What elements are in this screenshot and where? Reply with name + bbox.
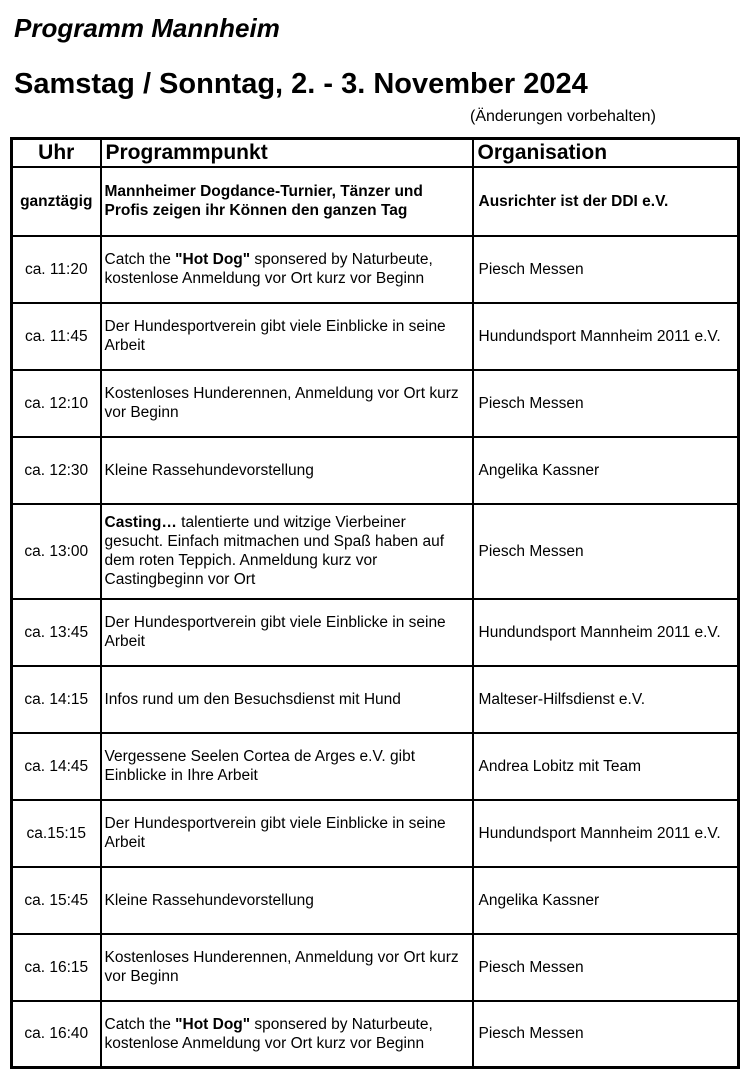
- organisation-cell: Piesch Messen: [473, 370, 739, 437]
- programm-cell: [101, 733, 473, 800]
- programm-cell: [101, 934, 473, 1001]
- programm-text-segment: Kleine Rassehundevorstellung: [104, 891, 314, 909]
- programm-cell: [101, 1001, 473, 1068]
- table-header-row: [12, 139, 739, 167]
- page-subtitle: Samstag / Sonntag, 2. - 3. November 2024: [14, 68, 588, 100]
- time-cell: ca. 12:30: [12, 437, 101, 504]
- programm-text-segment: "Hot Dog": [175, 1015, 251, 1033]
- programm-cell: [101, 666, 473, 733]
- time-cell: ca.15:15: [12, 800, 101, 867]
- organisation-cell: Piesch Messen: [473, 236, 739, 303]
- schedule-table: [10, 137, 740, 1069]
- time-cell: ca. 14:15: [12, 666, 101, 733]
- organisation-cell: Hundundsport Mannheim 2011 e.V.: [473, 800, 739, 867]
- table-row: [12, 666, 739, 733]
- programm-cell: [101, 437, 473, 504]
- time-cell: ca. 11:45: [12, 303, 101, 370]
- programm-text-segment: "Hot Dog": [175, 251, 251, 268]
- programm-text-segment: Catch the: [104, 1015, 176, 1033]
- organisation-cell: Hundundsport Mannheim 2011 e.V.: [473, 303, 739, 370]
- organisation-cell: Andrea Lobitz mit Team: [473, 733, 739, 800]
- changes-note: (Änderungen vorbehalten): [470, 108, 656, 125]
- programm-cell: [101, 800, 473, 867]
- time-cell: ca. 13:00: [12, 504, 101, 599]
- table-row: [12, 599, 739, 666]
- table-row: [12, 800, 739, 867]
- programm-cell: [101, 504, 473, 599]
- programm-text-segment: Casting…: [104, 514, 177, 531]
- column-header-programmpunkt: Programmpunkt: [101, 139, 473, 167]
- programm-cell: [101, 370, 473, 437]
- programm-text-segment: Mannheimer Dogdance-Turnier, Tänzer und Profis zeigen ihr Können den ganzen Tag: [104, 183, 423, 219]
- organisation-cell: Piesch Messen: [473, 504, 739, 599]
- table-row: [12, 370, 739, 437]
- programm-cell: [101, 303, 473, 370]
- table-row: [12, 934, 739, 1001]
- time-cell: ca. 16:40: [12, 1001, 101, 1068]
- column-header-organisation: Organisation: [473, 139, 739, 167]
- organisation-cell: Piesch Messen: [473, 934, 739, 1001]
- programm-text-segment: Kostenloses Hunderennen, Anmeldung vor Ort kurz vor Beginn: [104, 385, 459, 421]
- organisation-cell: Malteser-Hilfsdienst e.V.: [473, 666, 739, 733]
- organisation-cell: Hundundsport Mannheim 2011 e.V.: [473, 599, 739, 666]
- programm-text-segment: Der Hundesportverein gibt viele Einblicke in seine Arbeit: [104, 614, 446, 650]
- organisation-cell: Angelika Kassner: [473, 867, 739, 934]
- programm-text-segment: Catch the: [104, 251, 176, 268]
- programm-text-segment: talentierte und witzige Vierbeiner gesucht. Einfach mitmachen und Spaß haben auf dem roten Teppich. Anmeldung kurz vor Castingbeginn vor Ort: [104, 514, 444, 588]
- table-row: [12, 303, 739, 370]
- programm-text-segment: Vergessene Seelen Cortea de Arges e.V. gibt Einblicke in Ihre Arbeit: [104, 748, 416, 784]
- programm-cell: [101, 599, 473, 666]
- time-cell: ca. 11:20: [12, 236, 101, 303]
- programm-cell: [101, 867, 473, 934]
- table-row: [12, 733, 739, 800]
- programm-text-segment: sponsered by Naturbeute, kostenlose Anmeldung vor Ort kurz vor Beginn: [104, 1015, 433, 1052]
- organisation-cell: Ausrichter ist der DDI e.V.: [473, 167, 739, 236]
- time-cell: ca. 16:15: [12, 934, 101, 1001]
- table-row: [12, 1001, 739, 1068]
- table-row: [12, 437, 739, 504]
- organisation-cell: Angelika Kassner: [473, 437, 739, 504]
- time-cell: ganztägig: [12, 167, 101, 236]
- table-row: [12, 236, 739, 303]
- table-row: [12, 867, 739, 934]
- programm-text-segment: Kostenloses Hunderennen, Anmeldung vor Ort kurz vor Beginn: [104, 949, 459, 985]
- programm-text-segment: Der Hundesportverein gibt viele Einblicke in seine Arbeit: [104, 815, 446, 851]
- time-cell: ca. 12:10: [12, 370, 101, 437]
- time-cell: ca. 14:45: [12, 733, 101, 800]
- programm-text-segment: Infos rund um den Besuchsdienst mit Hund: [104, 690, 401, 708]
- column-header-uhr: Uhr: [12, 139, 101, 167]
- programm-cell: [101, 236, 473, 303]
- time-cell: ca. 13:45: [12, 599, 101, 666]
- time-cell: ca. 15:45: [12, 867, 101, 934]
- table-row: [12, 504, 739, 599]
- organisation-cell: Piesch Messen: [473, 1001, 739, 1068]
- programm-text-segment: Kleine Rassehundevorstellung: [104, 461, 314, 479]
- table-row: [12, 167, 739, 236]
- schedule-table-body: [12, 167, 739, 1068]
- programm-text-segment: sponsered by Naturbeute, kostenlose Anmeldung vor Ort kurz vor Beginn: [104, 251, 433, 287]
- programm-text-segment: Der Hundesportverein gibt viele Einblicke in seine Arbeit: [104, 318, 446, 354]
- programm-cell: [101, 167, 473, 236]
- page-title: Programm Mannheim: [14, 13, 280, 43]
